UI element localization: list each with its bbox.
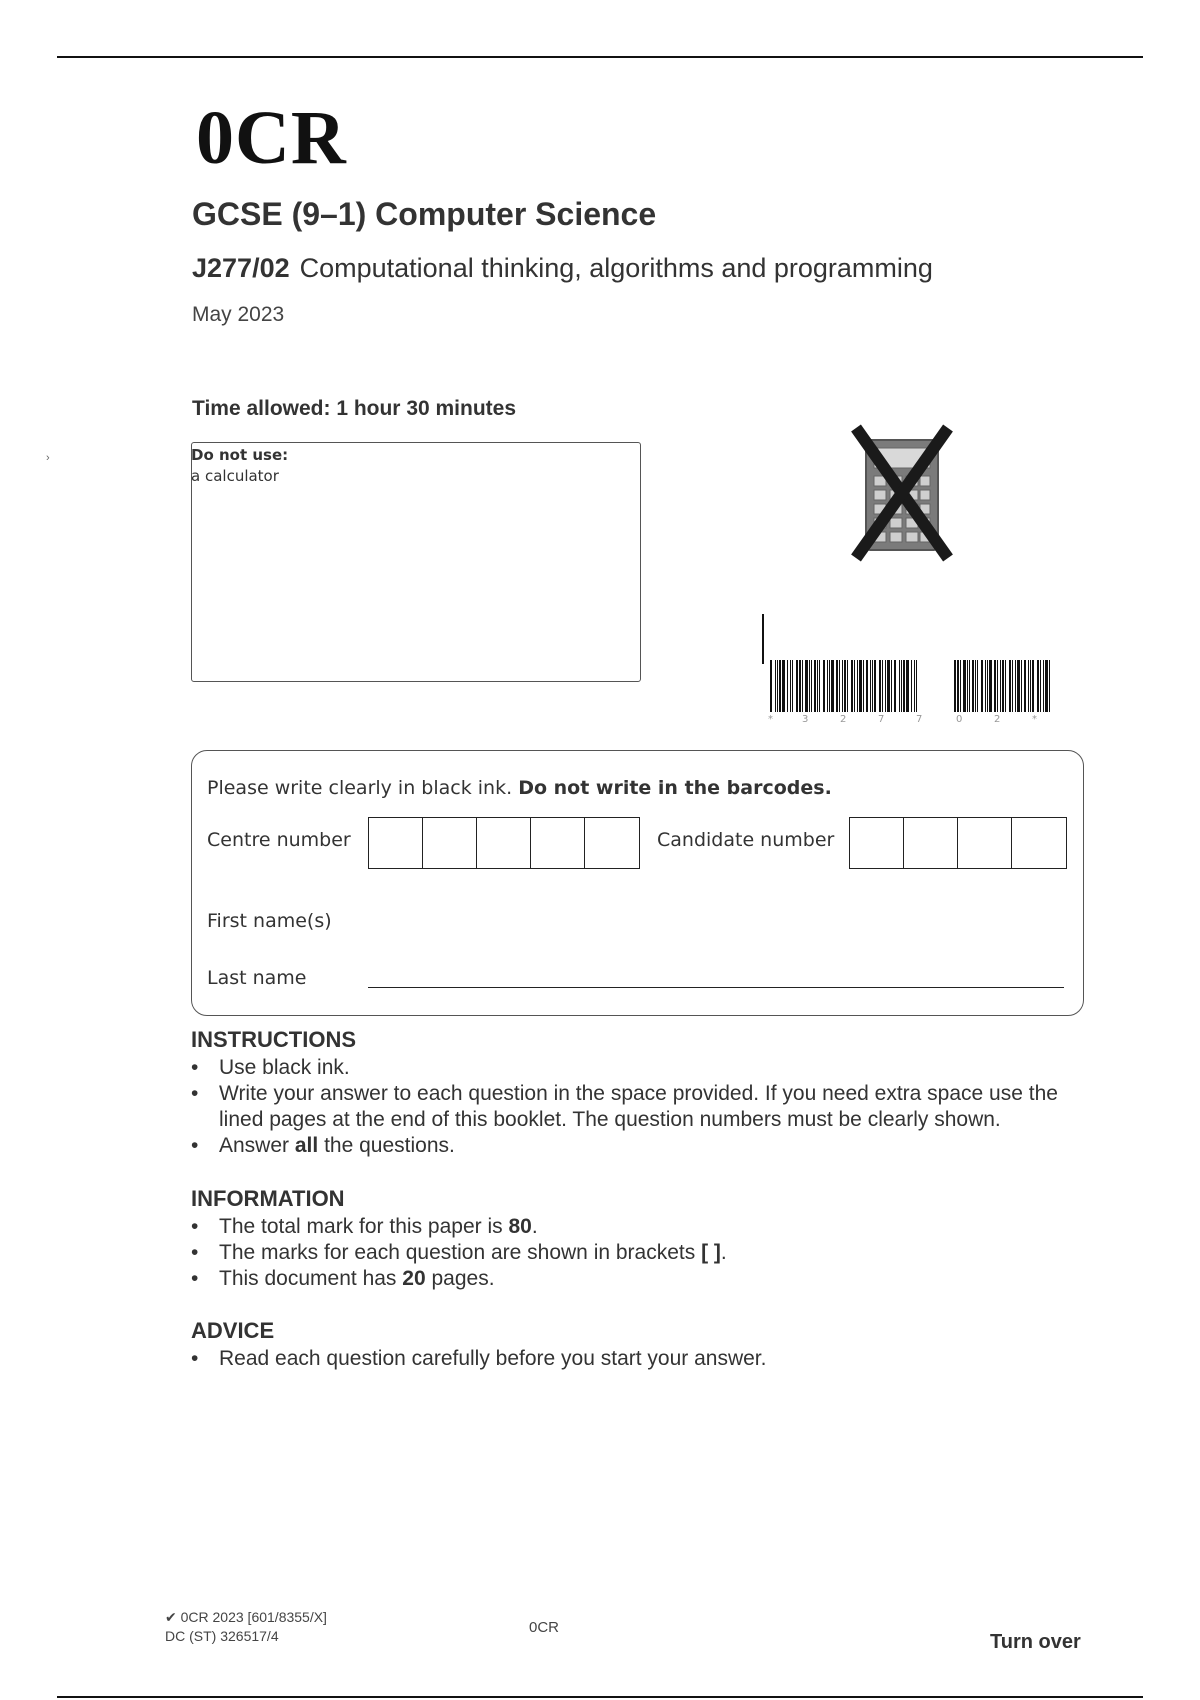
candidate-digit-box[interactable]	[904, 818, 958, 868]
information-item: • The total mark for this paper is 80.	[191, 1214, 727, 1240]
svg-text:3: 3	[802, 714, 809, 722]
exam-date: May 2023	[192, 303, 285, 326]
instruction-item: • Answer all the questions.	[191, 1133, 1099, 1159]
crossed-calculator-icon	[848, 424, 958, 564]
candidate-digit-box[interactable]	[958, 818, 1012, 868]
margin-mark: ›	[46, 452, 50, 464]
last-name-field[interactable]	[368, 987, 1064, 988]
candidate-number-boxes[interactable]	[849, 817, 1067, 869]
centre-digit-box[interactable]	[531, 818, 585, 868]
svg-text:*: *	[768, 714, 773, 722]
paper-title: Computational thinking, algorithms and programming	[299, 253, 933, 283]
centre-digit-box[interactable]	[423, 818, 477, 868]
do-not-use-item: a calculator	[191, 467, 279, 485]
svg-text:2: 2	[994, 714, 1001, 722]
barcode	[760, 612, 1050, 722]
information-item: • This document has 20 pages.	[191, 1266, 727, 1292]
paper-code: J277/02	[192, 253, 290, 283]
turn-over: Turn over	[990, 1631, 1081, 1653]
first-name-label: First name(s)	[207, 910, 332, 932]
candidate-digit-box[interactable]	[850, 818, 904, 868]
do-not-use-box	[191, 442, 641, 682]
centre-digit-box[interactable]	[477, 818, 531, 868]
information-item: • The marks for each question are shown in brackets [ ].	[191, 1240, 727, 1266]
centre-digit-box[interactable]	[585, 818, 639, 868]
ocr-logo: 0CR	[196, 96, 347, 180]
time-allowed: Time allowed: 1 hour 30 minutes	[192, 397, 517, 420]
instructions-section	[191, 1027, 1099, 1159]
instructions-heading: INSTRUCTIONS	[191, 1027, 356, 1052]
svg-text:2: 2	[840, 714, 847, 722]
svg-text:7: 7	[916, 714, 923, 722]
do-not-use-heading: Do not use:	[191, 446, 289, 464]
candidate-digit-box[interactable]	[1012, 818, 1066, 868]
centre-number-label: Centre number	[207, 829, 351, 851]
instruction-item: • Use black ink.	[191, 1055, 1099, 1081]
svg-text:7: 7	[878, 714, 885, 722]
advice-section	[191, 1318, 766, 1372]
last-name-label: Last name	[207, 967, 307, 989]
candidate-details-box	[191, 750, 1084, 1016]
information-section	[191, 1186, 727, 1292]
svg-text:*: *	[1032, 714, 1037, 722]
advice-item: • Read each question carefully before you start your answer.	[191, 1346, 766, 1372]
centre-digit-box[interactable]	[369, 818, 423, 868]
advice-heading: ADVICE	[191, 1318, 275, 1343]
candidate-number-label: Candidate number	[657, 829, 835, 851]
instruction-item: • Write your answer to each question in the space provided. If you need extra space use the lined pages at the end of this booklet. The question numbers must be clearly shown.	[191, 1081, 1099, 1133]
footer-logo: 0CR	[529, 1619, 560, 1636]
svg-text:0: 0	[956, 714, 963, 722]
information-heading: INFORMATION	[191, 1186, 345, 1211]
document-ref: DC (ST) 326517/4	[165, 1628, 279, 1644]
centre-number-boxes[interactable]	[368, 817, 640, 869]
ink-notice: Please write clearly in black ink. Do not write in the barcodes.	[207, 777, 832, 799]
footer-left	[165, 1608, 327, 1646]
bottom-rule	[57, 1696, 1143, 1698]
paper-title-line	[192, 253, 933, 284]
qualification-title: GCSE (9–1) Computer Science	[192, 196, 657, 232]
top-rule	[57, 56, 1143, 58]
copyright-line: ✔ 0CR 2023 [601/8355/X]	[165, 1609, 327, 1625]
